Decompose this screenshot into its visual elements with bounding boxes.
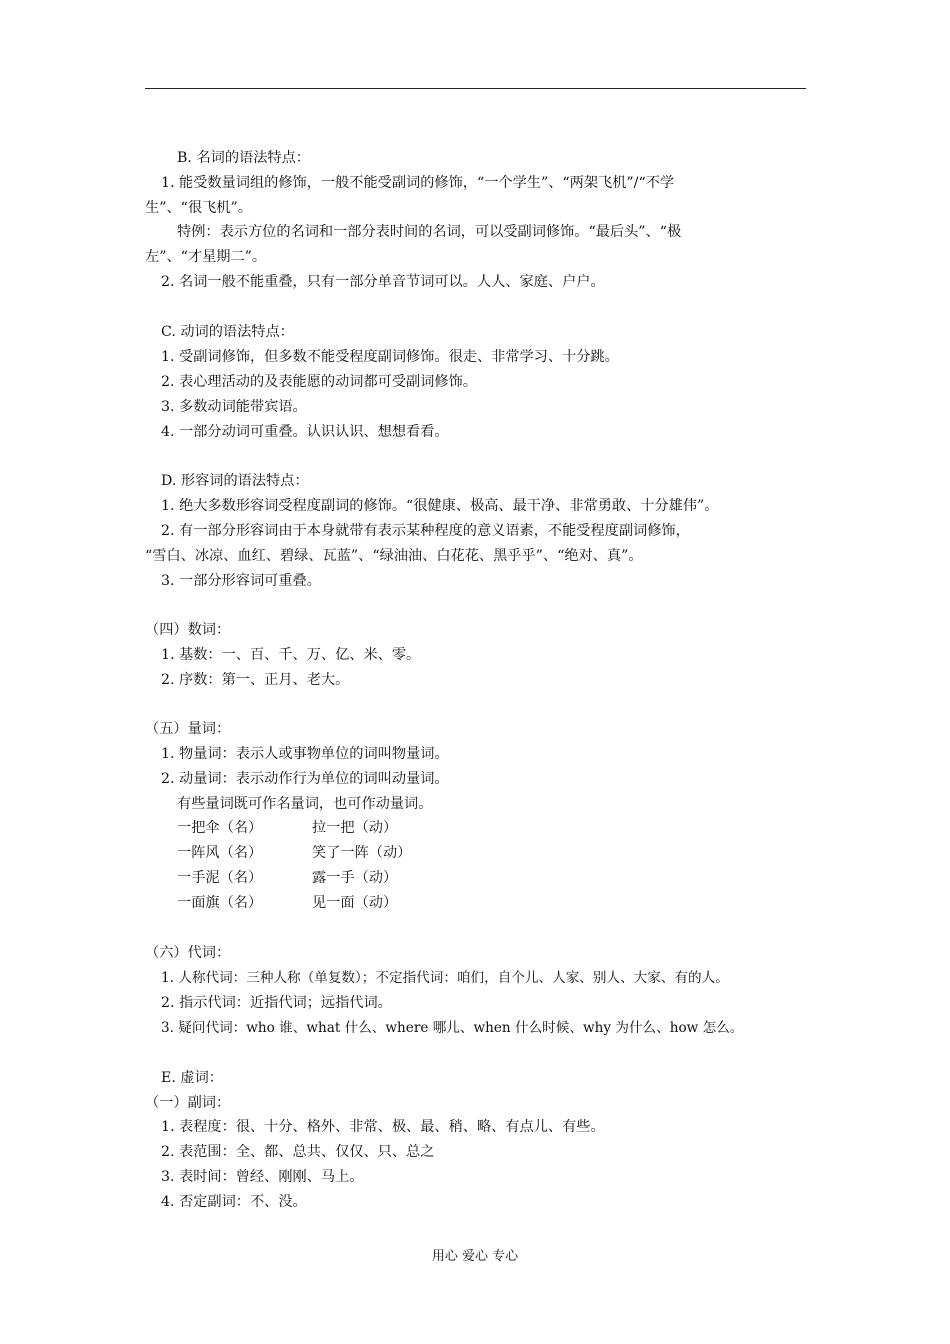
text-line: 1. 物量词：表示人或事物单位的词叫物量词。 <box>161 746 449 762</box>
heading-numeral: （四）数词： <box>145 622 231 638</box>
example-noun-measure: 一手泥（名） <box>177 870 263 886</box>
text-line: 2. 表范围：全、都、总共、仅仅、只、总之 <box>161 1144 435 1160</box>
text-line: 2. 名词一般不能重叠，只有一部分单音节词可以。人人、家庭、户户。 <box>161 274 605 290</box>
text-line: 1. 人称代词：三种人称（单复数）；不定指代词：咱们，自个儿、人家、别人、大家、有的人。 <box>161 970 729 986</box>
heading-adjective: D. 形容词的语法特点： <box>161 473 309 489</box>
text-line: 3. 表时间：曾经、刚刚、马上。 <box>161 1169 364 1185</box>
text-line: 3. 多数动词能带宾语。 <box>161 399 307 415</box>
text-line: 1. 绝大多数形容词受程度副词的修饰。“很健康、极高、最干净、非常勇敢、十分雄伟”。 <box>161 498 719 514</box>
example-verb-measure: 见一面（动） <box>312 895 398 911</box>
text-line: 2. 动量词：表示动作行为单位的词叫动量词。 <box>161 771 449 787</box>
example-noun-measure: 一把伞（名） <box>177 820 263 836</box>
text-line: 4. 一部分动词可重叠。认识认识、想想看看。 <box>161 424 449 440</box>
text-line: 1. 表程度：很、十分、格外、非常、极、最、稍、略、有点儿、有些。 <box>161 1119 605 1135</box>
text-line: 2. 指示代词：近指代词；远指代词。 <box>161 995 392 1011</box>
text-line: 有些量词既可作名量词，也可作动量词。 <box>177 796 433 812</box>
text-line: 1. 受副词修饰，但多数不能受程度副词修饰。很走、非常学习、十分跳。 <box>161 349 619 365</box>
text-line: 2. 有一部分形容词由于本身就带有表示某种程度的意义语素，不能受程度副词修饰， <box>161 523 690 539</box>
example-verb-measure: 笑了一阵（动） <box>312 845 412 861</box>
text-line: 特例：表示方位的名词和一部分表时间的名词，可以受副词修饰。“最后头”、“极 <box>177 224 682 240</box>
example-verb-measure: 露一手（动） <box>312 870 398 886</box>
heading-verb: C. 动词的语法特点： <box>161 324 294 340</box>
example-noun-measure: 一阵风（名） <box>177 845 263 861</box>
heading-noun: B. 名词的语法特点： <box>177 150 310 166</box>
text-line: 3. 一部分形容词可重叠。 <box>161 573 321 589</box>
page-footer: 用心 爱心 专心 <box>431 1249 519 1264</box>
heading-adverb: （一）副词： <box>145 1095 231 1111</box>
text-line: 左”、“才星期二”。 <box>145 249 267 265</box>
heading-measure-word: （五）量词： <box>145 721 231 737</box>
text-line: 2. 序数：第一、正月、老大。 <box>161 672 350 688</box>
text-line: 2. 表心理活动的及表能愿的动词都可受副词修饰。 <box>161 374 477 390</box>
text-line: 1. 基数：一、百、千、万、亿、米、零。 <box>161 647 421 663</box>
text-line: 4. 否定副词：不、没。 <box>161 1194 307 1210</box>
heading-function-word: E. 虚词： <box>161 1070 223 1086</box>
example-verb-measure: 拉一把（动） <box>312 820 398 836</box>
text-line: 生”、“很飞机”。 <box>145 200 252 216</box>
heading-pronoun: （六）代词： <box>145 945 231 961</box>
header-rule <box>145 88 806 89</box>
text-line: 1. 能受数量词组的修饰，一般不能受副词的修饰，“一个学生”、“两架飞机”/“不学 <box>161 175 675 191</box>
text-line: “雪白、冰凉、血红、碧绿、瓦蓝”、“绿油油、白花花、黑乎乎”、“绝对、真”。 <box>145 548 643 564</box>
text-line: 3. 疑问代词：who 谁、what 什么、where 哪儿、when 什么时候、why 为什么、how 怎么。 <box>161 1020 744 1036</box>
example-noun-measure: 一面旗（名） <box>177 895 263 911</box>
